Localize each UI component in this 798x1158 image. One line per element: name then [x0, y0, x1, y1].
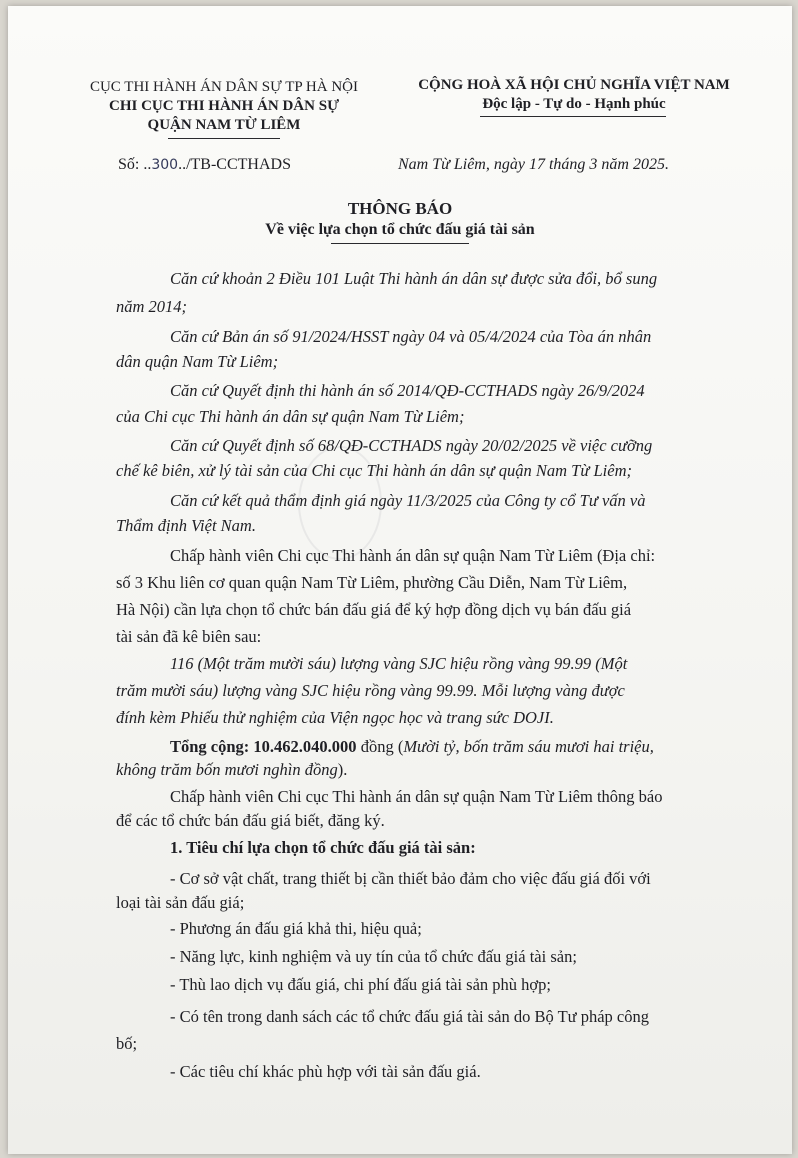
basis-1-line-1: Căn cứ khoản 2 Điều 101 Luật Thi hành án dân sự được sửa đổi, bổ sung [170, 269, 658, 288]
total-unit: đồng ( [356, 737, 404, 756]
basis-5-line-1: Căn cứ kết quả thẩm định giá ngày 11/3/2025 của Công ty cổ Tư vấn và [170, 491, 646, 510]
criteria-1-line-2: loại tài sản đấu giá; [116, 893, 245, 912]
national-motto: Độc lập - Tự do - Hạnh phúc [482, 96, 666, 112]
place-date: Nam Từ Liêm, ngày 17 tháng 3 năm 2025. [398, 156, 669, 173]
agency-underline [168, 138, 280, 139]
agency-name: CHI CỤC THI HÀNH ÁN DÂN SỰ [108, 98, 340, 114]
national-title: CỘNG HOÀ XÃ HỘI CHỦ NGHĨA VIỆT NAM [418, 77, 730, 93]
criteria-2: - Phương án đấu giá khả thi, hiệu quả; [170, 919, 422, 938]
doc-number-handwritten: 300 [151, 157, 179, 173]
total-amount [170, 736, 654, 758]
notice-line-1: Chấp hành viên Chi cục Thi hành án dân sự quận Nam Từ Liêm thông báo [170, 787, 663, 806]
intro-line-2: số 3 Khu liên cơ quan quận Nam Từ Liêm, phường Cầu Diễn, Nam Từ Liêm, [116, 573, 628, 592]
basis-4-line-2: chế kê biên, xử lý tài sản của Chi cục Thi hành án dân sự quận Nam Từ Liêm; [116, 461, 632, 480]
total-words-2: không trăm bốn mươi nghìn đồng [116, 760, 338, 779]
total-label: Tổng cộng: 10.462.040.000 [170, 737, 357, 756]
agency-district: QUẬN NAM TỪ LIÊM [147, 117, 301, 133]
basis-3-line-1: Căn cứ Quyết định thi hành án số 2014/QĐ-CCTHADS ngày 26/9/2024 [170, 381, 645, 400]
criteria-4: - Thù lao dịch vụ đấu giá, chi phí đấu giá tài sản phù hợp; [170, 975, 551, 994]
criteria-3: - Năng lực, kinh nghiệm và uy tín của tổ chức đấu giá tài sản; [170, 947, 577, 966]
doc-number-prefix: Số: .. [118, 156, 152, 173]
total-amount-words [116, 759, 347, 781]
criteria-5-line-2: bố; [116, 1034, 138, 1053]
basis-4-line-1: Căn cứ Quyết định số 68/QĐ-CCTHADS ngày 20/02/2025 về việc cưỡng [170, 436, 653, 455]
total-words-1: Mười tỷ, bốn trăm sáu mươi hai triệu, [403, 737, 654, 756]
intro-line-3: Hà Nội) cần lựa chọn tổ chức bán đấu giá để ký hợp đồng dịch vụ bán đấu giá [116, 600, 632, 619]
basis-3-line-2: của Chi cục Thi hành án dân sự quận Nam Từ Liêm; [116, 407, 465, 426]
basis-2-line-1: Căn cứ Bản án số 91/2024/HSST ngày 04 và 05/4/2024 của Tòa án nhân [170, 327, 652, 346]
basis-2-line-2: dân quận Nam Từ Liêm; [116, 352, 279, 371]
motto-underline [480, 116, 666, 117]
section-1-title: 1. Tiêu chí lựa chọn tổ chức đấu giá tài sản: [170, 838, 476, 857]
agency-parent: CỤC THI HÀNH ÁN DÂN SỰ TP HÀ NỘI [89, 79, 359, 95]
asset-line-1: 116 (Một trăm mười sáu) lượng vàng SJC hiệu rồng vàng 99.99 (Một [170, 654, 628, 673]
document-title: THÔNG BÁO [347, 199, 453, 218]
basis-5-line-2: Thẩm định Việt Nam. [116, 516, 256, 535]
intro-line-4: tài sản đã kê biên sau: [116, 627, 262, 646]
criteria-5-line-1: - Có tên trong danh sách các tổ chức đấu giá tài sản do Bộ Tư pháp công [170, 1007, 649, 1026]
total-close: ). [337, 760, 348, 779]
criteria-1-line-1: - Cơ sở vật chất, trang thiết bị cần thiết bảo đảm cho việc đấu giá đối với [170, 869, 651, 888]
notice-line-2: để các tổ chức bán đấu giá biết, đăng ký. [116, 811, 385, 830]
asset-line-2: trăm mười sáu) lượng vàng SJC hiệu rồng vàng 99.99. Mỗi lượng vàng được [116, 681, 625, 700]
asset-line-3: đính kèm Phiếu thử nghiệm của Viện ngọc học và trang sức DOJI. [116, 708, 554, 727]
document-subtitle: Về việc lựa chọn tổ chức đấu giá tài sản [265, 221, 535, 238]
intro-line-1: Chấp hành viên Chi cục Thi hành án dân sự quận Nam Từ Liêm (Địa chỉ: [170, 546, 656, 565]
document-number [118, 156, 291, 174]
criteria-6: - Các tiêu chí khác phù hợp với tài sản đấu giá. [170, 1062, 481, 1081]
document-page [8, 6, 792, 1154]
subtitle-underline [331, 243, 469, 244]
basis-1-line-2: năm 2014; [116, 297, 188, 316]
doc-number-suffix: ../TB-CCTHADS [178, 156, 291, 173]
